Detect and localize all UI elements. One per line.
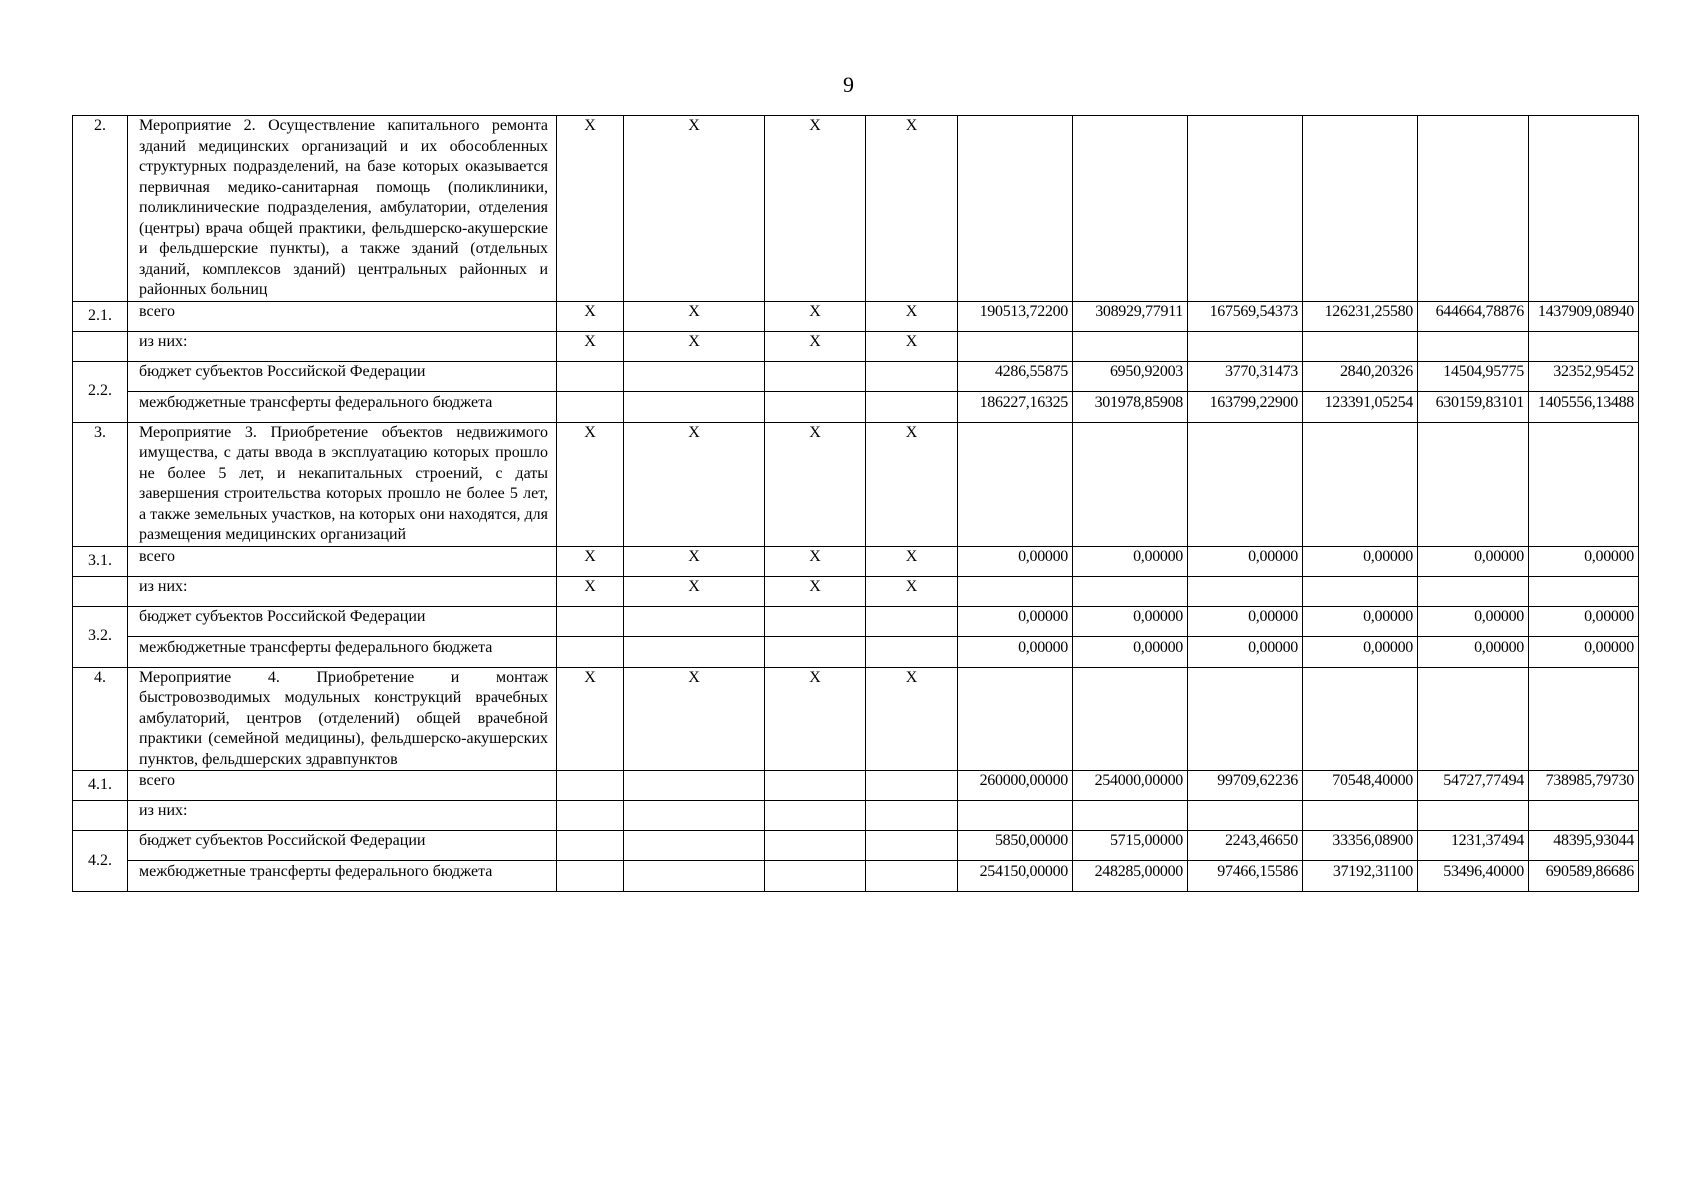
value-cell	[1418, 576, 1529, 606]
value-cell: 0,00000	[1073, 546, 1188, 576]
value-cell: 301978,85908	[1073, 391, 1188, 422]
value-cell	[958, 801, 1073, 831]
value-cell	[1073, 576, 1188, 606]
value-cell	[1073, 116, 1188, 302]
table-row	[73, 636, 1639, 667]
x-mark-cell	[624, 606, 765, 636]
value-cell: 1437909,08940	[1529, 301, 1639, 331]
row-number: 4.2.	[73, 831, 128, 892]
row-name: Мероприятие 3. Приобретение объектов недвижимого имущества, с даты ввода в эксплуатацию которых прошло не более 5 лет, и некапитальных строений, с даты завершения строительства которых прошло не более 5 лет, а также земельных участков, на которых они находятся, для размещения медицинских организаций	[128, 422, 557, 546]
value-cell: 0,00000	[1418, 606, 1529, 636]
value-cell: 126231,25580	[1303, 301, 1418, 331]
value-cell: 308929,77911	[1073, 301, 1188, 331]
x-mark-cell: X	[624, 576, 765, 606]
value-cell: 163799,22900	[1188, 391, 1303, 422]
value-cell	[1073, 801, 1188, 831]
page-number: 9	[843, 72, 854, 97]
row-number: 4.1.	[73, 771, 128, 801]
x-mark-cell: X	[624, 422, 765, 546]
row-name: всего	[128, 301, 557, 331]
value-cell: 33356,08900	[1303, 831, 1418, 861]
x-mark-cell	[765, 861, 866, 892]
x-mark-cell: X	[866, 116, 958, 302]
table-row	[73, 116, 1639, 302]
x-mark-cell	[557, 361, 624, 391]
row-number: 3.2.	[73, 606, 128, 667]
value-cell	[1529, 801, 1639, 831]
value-cell: 0,00000	[958, 606, 1073, 636]
value-cell: 0,00000	[1188, 546, 1303, 576]
x-mark-cell	[624, 636, 765, 667]
table-row	[73, 546, 1639, 576]
row-number: 2.1.	[73, 301, 128, 331]
value-cell	[1188, 116, 1303, 302]
x-mark-cell: X	[866, 576, 958, 606]
value-cell: 0,00000	[1188, 606, 1303, 636]
x-mark-cell: X	[624, 546, 765, 576]
row-name: бюджет субъектов Российской Федерации	[128, 361, 557, 391]
value-cell	[1073, 667, 1188, 771]
value-cell	[1303, 576, 1418, 606]
x-mark-cell: X	[765, 576, 866, 606]
row-name: Мероприятие 4. Приобретение и монтаж быстровозводимых модульных конструкций врачебных амбулаторий, центров (отделений) общей врачебной практики (семейной медицины), фельдшерско-акушерских пунктов, фельдшерских здравпунктов	[128, 667, 557, 771]
row-name: из них:	[128, 801, 557, 831]
x-mark-cell	[866, 801, 958, 831]
table-row	[73, 391, 1639, 422]
value-cell: 190513,72200	[958, 301, 1073, 331]
x-mark-cell	[765, 771, 866, 801]
value-cell	[1529, 116, 1639, 302]
x-mark-cell: X	[765, 422, 866, 546]
table-row	[73, 301, 1639, 331]
x-mark-cell: X	[866, 331, 958, 361]
row-name: межбюджетные трансферты федерального бюджета	[128, 391, 557, 422]
value-cell	[1418, 116, 1529, 302]
value-cell	[1303, 422, 1418, 546]
row-name: всего	[128, 546, 557, 576]
value-cell: 2840,20326	[1303, 361, 1418, 391]
table-row	[73, 667, 1639, 771]
row-name: бюджет субъектов Российской Федерации	[128, 606, 557, 636]
row-number	[73, 576, 128, 606]
value-cell: 690589,86686	[1529, 861, 1639, 892]
value-cell	[1529, 576, 1639, 606]
value-cell: 0,00000	[1529, 636, 1639, 667]
x-mark-cell	[557, 771, 624, 801]
value-cell: 3770,31473	[1188, 361, 1303, 391]
value-cell: 32352,95452	[1529, 361, 1639, 391]
value-cell: 53496,40000	[1418, 861, 1529, 892]
x-mark-cell	[866, 606, 958, 636]
value-cell: 254150,00000	[958, 861, 1073, 892]
value-cell: 0,00000	[1073, 606, 1188, 636]
value-cell	[1418, 422, 1529, 546]
x-mark-cell	[557, 391, 624, 422]
value-cell	[1188, 331, 1303, 361]
value-cell: 0,00000	[1418, 546, 1529, 576]
x-mark-cell	[765, 636, 866, 667]
value-cell	[958, 576, 1073, 606]
x-mark-cell	[866, 361, 958, 391]
x-mark-cell: X	[624, 116, 765, 302]
table-row	[73, 606, 1639, 636]
x-mark-cell: X	[557, 116, 624, 302]
x-mark-cell: X	[624, 331, 765, 361]
value-cell: 738985,79730	[1529, 771, 1639, 801]
table-row	[73, 771, 1639, 801]
value-cell	[1529, 667, 1639, 771]
row-number: 2.	[73, 116, 128, 302]
x-mark-cell: X	[866, 546, 958, 576]
table-row	[73, 831, 1639, 861]
x-mark-cell	[624, 361, 765, 391]
x-mark-cell: X	[557, 576, 624, 606]
value-cell	[1529, 331, 1639, 361]
x-mark-cell	[765, 606, 866, 636]
value-cell	[1188, 801, 1303, 831]
value-cell: 248285,00000	[1073, 861, 1188, 892]
value-cell: 37192,31100	[1303, 861, 1418, 892]
row-number: 4.	[73, 667, 128, 771]
x-mark-cell: X	[765, 301, 866, 331]
value-cell: 0,00000	[958, 636, 1073, 667]
table-row	[73, 576, 1639, 606]
x-mark-cell	[624, 861, 765, 892]
value-cell: 5850,00000	[958, 831, 1073, 861]
x-mark-cell: X	[557, 667, 624, 771]
x-mark-cell	[866, 831, 958, 861]
value-cell: 260000,00000	[958, 771, 1073, 801]
value-cell	[1303, 801, 1418, 831]
value-cell	[1303, 331, 1418, 361]
value-cell: 5715,00000	[1073, 831, 1188, 861]
x-mark-cell	[866, 636, 958, 667]
value-cell: 0,00000	[1303, 546, 1418, 576]
value-cell: 1231,37494	[1418, 831, 1529, 861]
value-cell	[1188, 422, 1303, 546]
row-name: Мероприятие 2. Осуществление капитального ремонта зданий медицинских организаций и их обособленных структурных подразделений, на базе которых оказывается первичная медико-санитарная помощь (поликлиники, поликлинические подразделения, амбулатории, отделения (центры) врача общей практики, фельдшерско-акушерские и фельдшерские пункты), а также зданий (отдельных зданий, комплексов зданий) центральных районных и районных больниц	[128, 116, 557, 302]
value-cell: 99709,62236	[1188, 771, 1303, 801]
x-mark-cell	[866, 771, 958, 801]
x-mark-cell	[624, 801, 765, 831]
value-cell	[958, 667, 1073, 771]
table-row	[73, 422, 1639, 546]
x-mark-cell: X	[557, 422, 624, 546]
value-cell	[1529, 422, 1639, 546]
x-mark-cell	[765, 831, 866, 861]
value-cell: 254000,00000	[1073, 771, 1188, 801]
x-mark-cell	[765, 391, 866, 422]
x-mark-cell	[624, 831, 765, 861]
row-number	[73, 331, 128, 361]
value-cell: 644664,78876	[1418, 301, 1529, 331]
value-cell: 0,00000	[1529, 546, 1639, 576]
value-cell: 123391,05254	[1303, 391, 1418, 422]
row-name: из них:	[128, 576, 557, 606]
value-cell: 48395,93044	[1529, 831, 1639, 861]
value-cell: 0,00000	[1188, 636, 1303, 667]
row-name: межбюджетные трансферты федерального бюджета	[128, 861, 557, 892]
x-mark-cell: X	[866, 422, 958, 546]
value-cell: 0,00000	[1303, 606, 1418, 636]
value-cell: 54727,77494	[1418, 771, 1529, 801]
funding-table	[72, 115, 1639, 892]
x-mark-cell: X	[866, 301, 958, 331]
x-mark-cell	[557, 861, 624, 892]
x-mark-cell	[866, 861, 958, 892]
x-mark-cell	[624, 391, 765, 422]
value-cell: 2243,46650	[1188, 831, 1303, 861]
x-mark-cell: X	[557, 331, 624, 361]
value-cell: 167569,54373	[1188, 301, 1303, 331]
value-cell	[958, 116, 1073, 302]
value-cell: 97466,15586	[1188, 861, 1303, 892]
x-mark-cell: X	[765, 667, 866, 771]
row-number: 3.	[73, 422, 128, 546]
value-cell: 1405556,13488	[1529, 391, 1639, 422]
x-mark-cell: X	[765, 546, 866, 576]
value-cell	[1073, 422, 1188, 546]
x-mark-cell	[557, 801, 624, 831]
x-mark-cell	[557, 831, 624, 861]
value-cell	[1418, 331, 1529, 361]
value-cell	[1188, 576, 1303, 606]
x-mark-cell: X	[557, 546, 624, 576]
value-cell	[958, 331, 1073, 361]
value-cell: 0,00000	[1529, 606, 1639, 636]
value-cell: 0,00000	[1073, 636, 1188, 667]
table-row	[73, 331, 1639, 361]
x-mark-cell	[557, 636, 624, 667]
value-cell	[1073, 331, 1188, 361]
table-row	[73, 861, 1639, 892]
x-mark-cell	[557, 606, 624, 636]
row-name: межбюджетные трансферты федерального бюджета	[128, 636, 557, 667]
value-cell	[1303, 116, 1418, 302]
x-mark-cell: X	[765, 331, 866, 361]
value-cell	[1303, 667, 1418, 771]
row-number: 3.1.	[73, 546, 128, 576]
value-cell: 6950,92003	[1073, 361, 1188, 391]
x-mark-cell	[624, 771, 765, 801]
table-row	[73, 801, 1639, 831]
value-cell	[958, 422, 1073, 546]
x-mark-cell: X	[624, 301, 765, 331]
row-name: всего	[128, 771, 557, 801]
x-mark-cell: X	[624, 667, 765, 771]
x-mark-cell: X	[765, 116, 866, 302]
row-number: 2.2.	[73, 361, 128, 422]
value-cell: 0,00000	[1418, 636, 1529, 667]
value-cell: 0,00000	[1303, 636, 1418, 667]
table-row	[73, 361, 1639, 391]
row-name: из них:	[128, 331, 557, 361]
value-cell: 0,00000	[958, 546, 1073, 576]
value-cell: 4286,55875	[958, 361, 1073, 391]
x-mark-cell	[866, 391, 958, 422]
value-cell: 14504,95775	[1418, 361, 1529, 391]
x-mark-cell: X	[557, 301, 624, 331]
value-cell: 186227,16325	[958, 391, 1073, 422]
value-cell	[1418, 667, 1529, 771]
value-cell	[1418, 801, 1529, 831]
x-mark-cell	[765, 361, 866, 391]
x-mark-cell: X	[866, 667, 958, 771]
x-mark-cell	[765, 801, 866, 831]
value-cell: 630159,83101	[1418, 391, 1529, 422]
row-name: бюджет субъектов Российской Федерации	[128, 831, 557, 861]
value-cell	[1188, 667, 1303, 771]
value-cell: 70548,40000	[1303, 771, 1418, 801]
row-number	[73, 801, 128, 831]
